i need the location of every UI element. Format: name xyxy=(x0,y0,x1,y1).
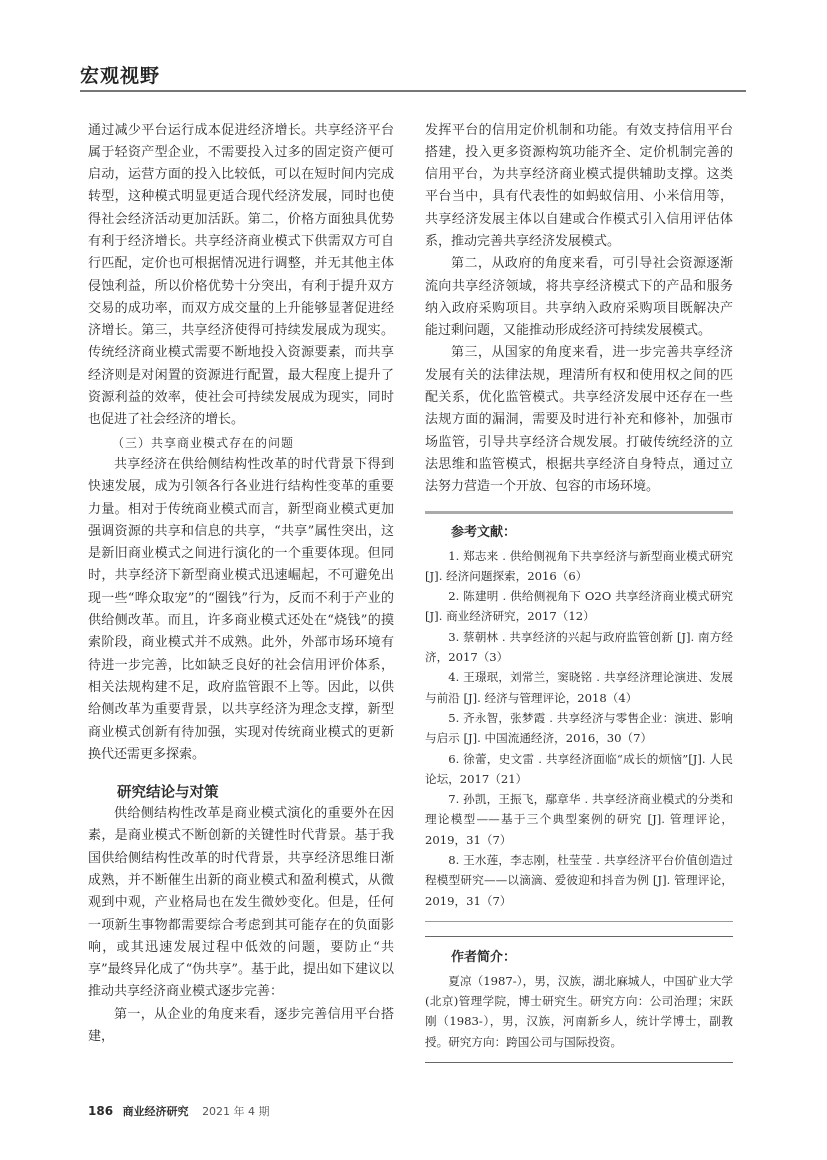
right-column xyxy=(425,120,733,1064)
section-heading: 研究结论与对策 xyxy=(117,785,219,802)
reference-item: 2. 陈建明 . 供给侧视角下 O2O 共享经济商业模式研究 [J]. 商业经济研究，2017（12） xyxy=(425,589,733,624)
section-title: 宏观视野 xyxy=(80,65,161,87)
paragraph: 第二，从政府的角度来看，可引导社会资源逐渐流向共享经济领域，将共享经济模式下的产品和服务纳入政府采购项目。共享纳入政府采购项目既解决产能过剩问题，又能推动形成经济可持续发展模式。 xyxy=(425,256,733,339)
paragraph: 发挥平台的信用定价机制和功能。有效支持信用平台搭建，投入更多资源构筑功能齐全、定价机制完善的信用平台，为共享经济商业模式提供辅助支撑。这类平台当中，具有代表性的如蚂蚁信用、小米信用等，共享经济发展主体以自建或合作模式引入信用评估体系，推动完善共享经济发展模式。 xyxy=(425,122,733,249)
reference-item: 8. 王水莲，李志刚，杜莹莹 . 共享经济平台价值创造过程模型研究——以滴滴、爱彼迎和抖音为例 [J]. 管理评论，2019，31（7） xyxy=(425,853,733,908)
paragraph: 第一，从企业的角度来看，逐步完善信用平台搭建， xyxy=(88,1006,394,1045)
subheading: （三）共享商业模式存在的问题 xyxy=(112,435,295,450)
page-footer xyxy=(80,1103,746,1120)
reference-item: 1. 郑志来 . 供给侧视角下共享经济与新型商业模式研究 [J]. 经济问题探索，2016（6） xyxy=(425,548,733,583)
spacer xyxy=(80,1063,746,1103)
references-title: 参考文献： xyxy=(451,524,517,540)
references-box xyxy=(425,511,733,922)
reference-item: 6. 徐蕾，史文雷 . 共享经济面临“成长的烦恼”[J]. 人民论坛，2017（21） xyxy=(425,751,733,786)
paragraph: 第三，从国家的角度来看，进一步完善共享经济发展有关的法律法规，理清所有权和使用权之间的匹配关系，优化监管模式。共享经济发展中还存在一些法规方面的漏洞，需要及时进行补充和修补，加强市场监管，引导共享经济合规发展。打破传统经济的立法思维和监管模式，根据共享经济自身特点，通过立法努力营造一个开放、包容的市场环境。 xyxy=(425,345,733,495)
header-rule xyxy=(80,90,746,92)
reference-item: 7. 孙凯，王振飞，鄢章华 . 共享经济商业模式的分类和理论模型——基于三个典型案例的研究 [J]. 管理评论，2019，31（7） xyxy=(425,792,733,847)
left-column xyxy=(88,120,394,1049)
columns xyxy=(80,120,746,1064)
reference-item: 3. 蔡朝林 . 共享经济的兴起与政府监管创新 [J]. 南方经济，2017（3） xyxy=(425,629,733,665)
reference-item: 5. 齐永智，张梦霞 . 共享经济与零售企业：演进、影响与启示 [J]. 中国流通经济，2016，30（7） xyxy=(425,710,733,746)
issue-label: 2021 年 4 期 xyxy=(202,1105,270,1118)
author-bio-title: 作者简介： xyxy=(451,949,517,965)
paragraph: 通过减少平台运行成本促进经济增长。共享经济平台属于轻资产型企业，不需要投入过多的固定资产便可启动，运营方面的投入比较低，可以在短时间内完成转型，这种模式明显更适合现代经济发展，同时也使得社会经济活动更加活跃。第二，价格方面独具优势有利于经济增长。共享经济商业模式下供需双方可自行匹配，定价也可根据情况进行调整，并无其他主体侵蚀利益，所以价格优势十分突出，有利于提升双方交易的成功率，而双方成交量的上升能够显著促进经济增长。第三，共享经济使得可持续发展成为现实。传统经济商业模式需要不断地投入资源要素，而共享经济则是对闲置的资源进行配置，最大程度上提升了资源利益的效率，使社会可持续发展成为现实，同时也促进了社会经济的增长。 xyxy=(88,122,394,428)
author-bio-text: 夏凉（1987-），男，汉族，湖北麻城人，中国矿业大学(北京)管理学院，博士研究生。研究方向：公司治理；宋跃刚（1983-），男，汉族，河南新乡人，统计学博士，副教授。研究方向：跨国公司与国际投资。 xyxy=(425,973,733,1049)
paragraph: 共享经济在供给侧结构性改革的时代背景下得到快速发展，成为引领各行各业进行结构性变革的重要力量。相对于传统商业模式而言，新型商业模式更加强调资源的共享和信息的共享，“共享”属性突出，这是新旧商业模式之间进行演化的一个重要体现。但同时，共享经济下新型商业模式迅速崛起，不可避免出现一些“哗众取宠”的“圈钱”行为，反而不利于产业的供给侧改革。而且，许多商业模式还处在“烧钱”的摸索阶段，商业模式并不成熟。此外，外部市场环境有待进一步完善，比如缺乏良好的社会信用评价体系，相关法规构建不足，政府监管跟不上等。因此，以供给侧改革为重要背景，以共享经济为理念支撑，新型商业模式创新有待加强，实现对传统商业模式的更新换代还需更多探索。 xyxy=(88,456,394,762)
page-number: 186 xyxy=(88,1104,114,1118)
author-bio-box xyxy=(425,936,733,1063)
journal-name: 商业经济研究 xyxy=(122,1105,189,1118)
paragraph: 供给侧结构性改革是商业模式演化的重要外在因素，是商业模式不断创新的关键性时代背景。基于我国供给侧结构性改革的时代背景，共享经济思维日渐成熟，并不断催生出新的商业模式和盈利模式，从微观到中观，产业格局也在发生微妙变化。但是，任何一项新生事物都需要综合考虑到其可能存在的负面影响，或其迅速发展过程中低效的问题，要防止“共享”最终异化成了“伪共享”。基于此，提出如下建议以推动共享经济商业模式逐步完善： xyxy=(88,806,394,1000)
reference-item: 4. 王璟珉，刘常兰，窦晓铭 . 共享经济理论演进、发展与前沿 [J]. 经济与管理评论，2018（4） xyxy=(425,670,733,705)
